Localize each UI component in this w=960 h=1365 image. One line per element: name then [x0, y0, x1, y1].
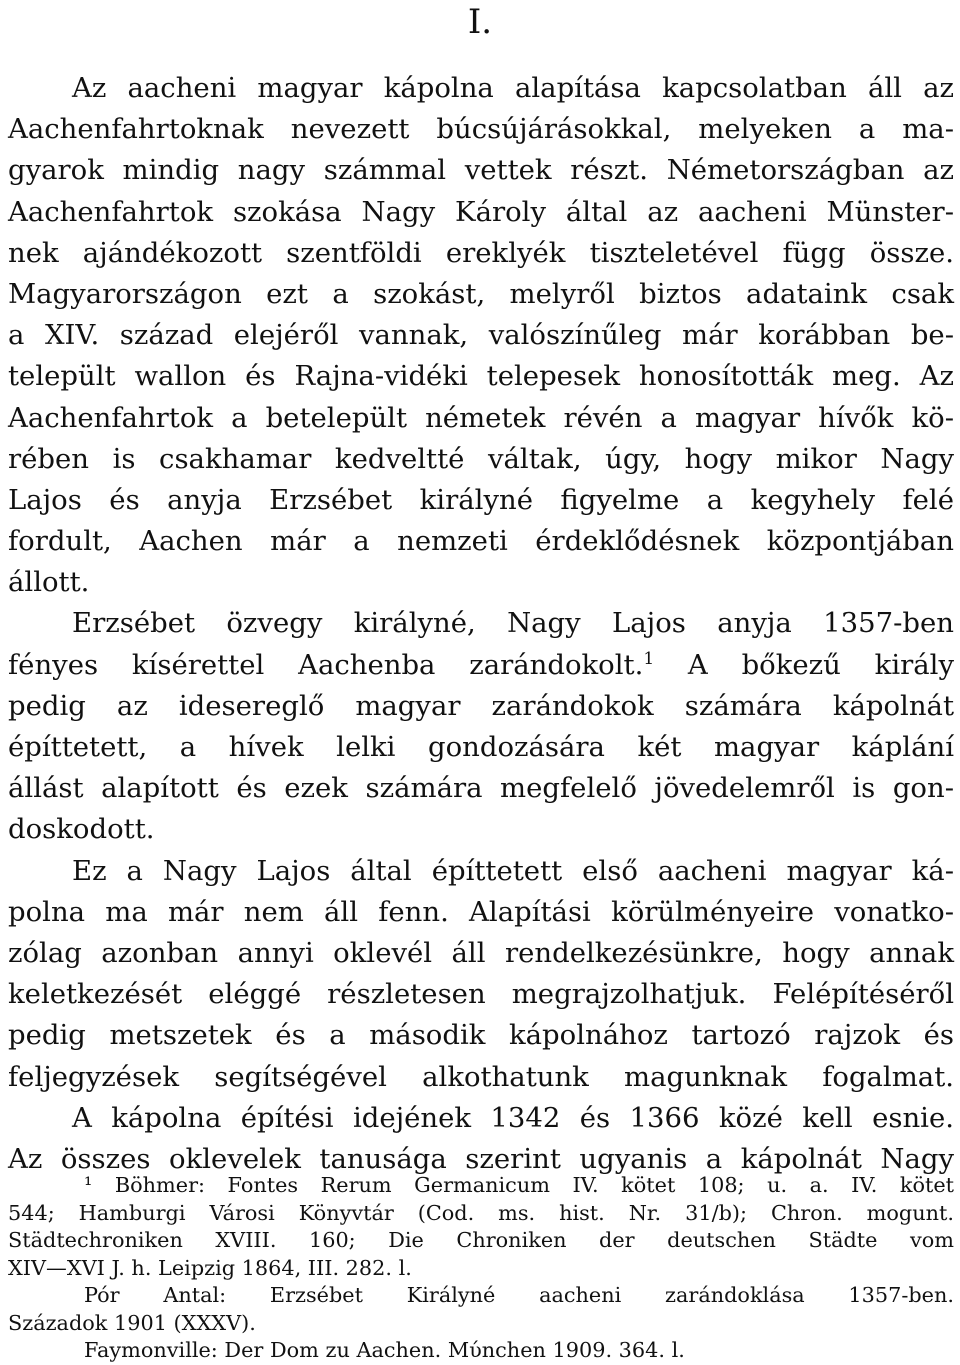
footnote-line: Századok 1901 (XXXV).: [8, 1310, 256, 1335]
text-line: települt wallon és Rajna-vidéki telepesek honosították meg. Az: [8, 360, 954, 393]
text-line: Magyarországon ezt a szokást, melyről biztos adataink csak: [8, 277, 954, 310]
text-line: zólag azonban annyi oklevél áll rendelkezésünkre, hogy annak: [8, 936, 954, 969]
text-line: építtetett, a hívek lelki gondozására két magyar káplání: [8, 731, 954, 763]
footnote-line: Städtechroniken XVIII. 160; Die Chroniken der deutschen Städte vom: [8, 1228, 954, 1252]
footnote-line: Faymonville: Der Dom zu Aachen. Mύnchen 1909. 364. l.: [84, 1338, 685, 1362]
text-line: polna ma már nem áll fenn. Alapítási körülményeire vonatko-: [8, 895, 954, 928]
footnotes: [8, 1172, 954, 1365]
text-line: pedig metszetek és a második kápolnához tartozó rajzok és: [8, 1019, 954, 1052]
text-line: nek ajándékozott szentföldi ereklyék tiszteletével függ össze.: [8, 236, 954, 269]
text-line: Aachenfahrtoknak nevezett búcsújárásokkal, melyeken a ma-: [8, 113, 954, 146]
text-line: keletkezését eléggé részletesen megrajzolhatjuk. Felépítéséről: [8, 978, 954, 1011]
text-line: állást alapított és ezek számára megfelelő jövedelemről is gon-: [8, 772, 954, 805]
text-line: rében is csakhamar kedveltté váltak, úgy, hogy mikor Nagy: [8, 442, 954, 475]
text-line-part: fényes kísérettel Aachenba zarándokolt.: [8, 648, 644, 681]
text-line: doskodott.: [8, 813, 155, 846]
footnote-marker: 1: [643, 648, 655, 669]
text-line: a XIV. század elejéről vannak, valószínűleg már korábban be-: [8, 319, 954, 352]
text-line: A kápolna építési idejének 1342 és 1366 közé kell esnie.: [72, 1101, 954, 1134]
text-line: fordult, Aachen már a nemzeti érdeklődésnek központjában: [8, 525, 954, 558]
text-line: Lajos és anyja Erzsébet királyné figyelme a kegyhely felé: [8, 483, 954, 516]
footnote-line: Pór Antal: Erzsébet Királyné aacheni zarándoklása 1357-ben.: [84, 1283, 954, 1307]
text-line: gyarok mindig nagy számmal vettek részt. Németországban az: [8, 154, 954, 187]
text-line: Az aacheni magyar kápolna alapítása kapcsolatban áll az: [72, 72, 954, 104]
text-line: állott.: [8, 566, 90, 599]
footnote-line: ¹ Böhmer: Fontes Rerum Germanicum IV. kötet 108; u. a. IV. kötet: [84, 1173, 954, 1197]
text-line: pedig az idesereglő magyar zarándokok számára kápolnát: [8, 689, 954, 722]
text-line-part: A bőkezű király: [654, 648, 954, 681]
text-line: Aachenfahrtok a betelepült németek révén a magyar hívők kö-: [8, 401, 954, 434]
text-line: Az összes oklevelek tanusága szerint ugyanis a kápolnát Nagy: [8, 1142, 954, 1175]
text-line: feljegyzések segítségével alkothatunk magunknak fogalmat.: [8, 1060, 954, 1093]
text-line: [8, 645, 954, 686]
body-text: [8, 68, 954, 1180]
chapter-number: I.: [467, 2, 493, 42]
footnote-line: 544; Hamburgi Városi Könyvtár (Cod. ms. hist. Nr. 31/b); Chron. mogunt.: [8, 1200, 954, 1225]
text-line: Erzsébet özvegy királyné, Nagy Lajos anyja 1357-ben: [72, 607, 954, 640]
footnote-line: XIV—XVI J. h. Leipzig 1864, III. 282. l.: [8, 1255, 412, 1280]
text-line: Aachenfahrtok szokása Nagy Károly által az aacheni Münster-: [8, 195, 954, 228]
text-line: Ez a Nagy Lajos által építtetett első aacheni magyar ká-: [72, 854, 954, 887]
